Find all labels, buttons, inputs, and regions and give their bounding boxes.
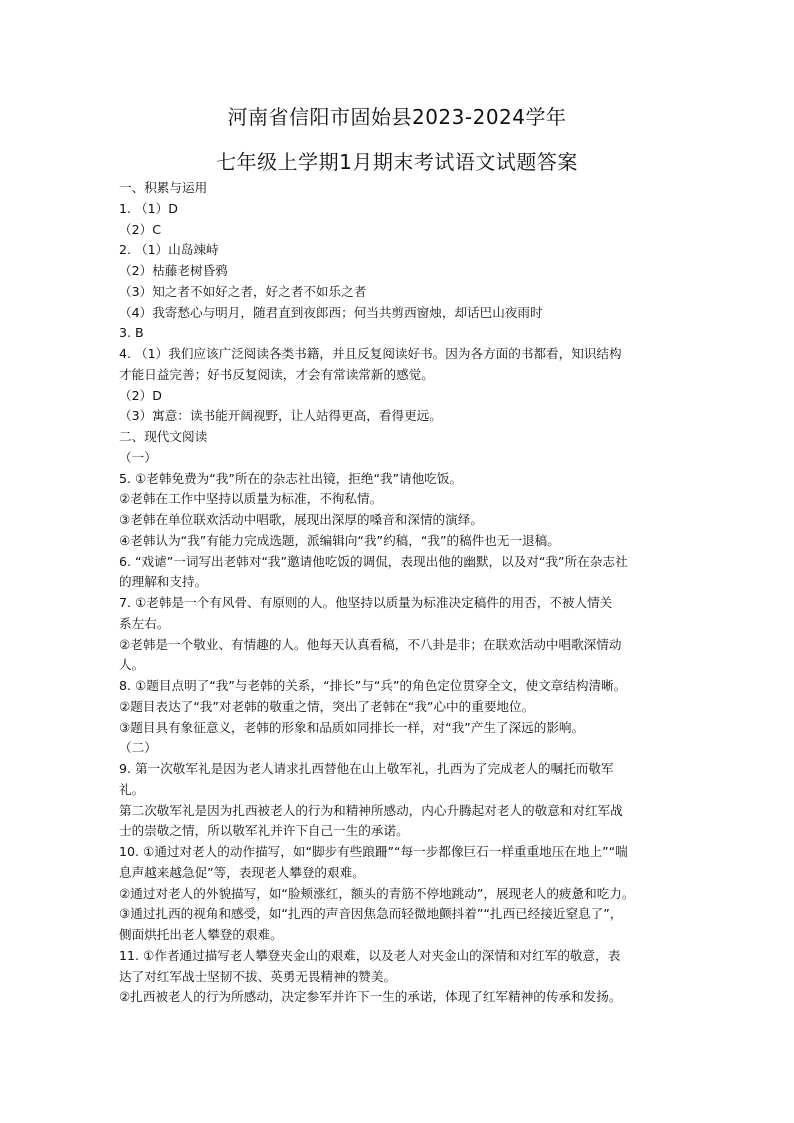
answer-body	[119, 178, 685, 1008]
answer-line: ②通过对老人的外貌描写，如“脸颊涨红，额头的青筋不停地跳动”，展现老人的疲惫和吃力。	[119, 885, 635, 901]
answer-line: （一）	[119, 449, 157, 465]
answer-line: 达了对红军战士坚韧不拔、英勇无畏精神的赞美。	[119, 968, 397, 984]
answer-line: 一、积累与运用	[119, 180, 208, 195]
answer-line: ④老韩认为“我”有能力完成选题，派编辑向“我”约稿，“我”的稿件也无一退稿。	[119, 532, 560, 548]
answer-line: ②扎西被老人的行为所感动，决定参军并许下一生的承诺，体现了红军精神的传承和发扬。	[119, 989, 622, 1005]
answer-line: 2. （1）山岛竦峙	[119, 242, 219, 258]
answer-line: （2）C	[119, 221, 161, 237]
answer-line: 息声越来越急促”等，表现老人攀登的艰难。	[119, 864, 365, 880]
answer-line: ③老韩在单位联欢活动中唱歌，展现出深厚的嗓音和深情的演绎。	[119, 512, 483, 527]
document-title-line-2: 七年级上学期1月期末考试语文试题答案	[216, 150, 578, 174]
answer-line: 二、现代文阅读	[119, 429, 208, 444]
answer-line: 8. ①题目点明了“我”与老韩的关系，“排长”与“兵”的角色定位贯穿全文，使文章结构清晰。	[119, 678, 627, 693]
answer-line: 4. （1）我们应该广泛阅读各类书籍，并且反复阅读好书。因为各方面的书都看，知识结构	[119, 346, 622, 361]
answer-line: 礼。	[119, 781, 145, 797]
answer-line: 11. ①作者通过描写老人攀登夹金山的艰难，以及老人对夹金山的深情和对红军的敬意，表	[119, 947, 621, 963]
document-title-line-1: 河南省信阳市固始县2023-2024学年	[227, 105, 567, 129]
answer-line: ③通过扎西的视角和感受，如“扎西的声音因焦急而轻微地颤抖着”“扎西已经接近窒息了”，	[119, 906, 623, 922]
answer-line: 7. ①老韩是一个有风骨、有原则的人。他坚持以质量为标准决定稿件的用否，不被人情关	[119, 595, 613, 610]
answer-line: （二）	[119, 740, 157, 756]
answer-line: 士的崇敬之情，所以敬军礼并许下自己一生的承诺。	[119, 823, 409, 839]
answer-line: ②题目表达了“我”对老韩的敬重之情，突出了老韩在“我”心中的重要地位。	[119, 698, 535, 714]
answer-line: 10. ①通过对老人的动作描写，如“脚步有些踉跚”“每一步都像巨石一样重重地压在地上”“喘	[119, 844, 628, 859]
answer-line: （3）寓意：读书能开阔视野，让人站得更高，看得更远。	[119, 408, 442, 424]
answer-line: 才能日益完善；好书反复阅读，才会有常读常新的感觉。	[119, 366, 434, 382]
answer-line: ②老韩在工作中坚持以质量为标准，不徇私情。	[119, 491, 383, 507]
answer-line: （2）枯藤老树昏鸦	[119, 263, 228, 278]
answer-line: 的理解和支持。	[119, 574, 208, 590]
answer-line: （3）知之者不如好之者，好之者不如乐之者	[119, 283, 367, 299]
answer-line: ②老韩是一个敬业、有情趣的人。他每天认真看稿，不八卦是非；在联欢活动中唱歌深情动	[119, 636, 622, 652]
answer-line: 3. B	[119, 325, 144, 341]
answer-line: 人。	[119, 657, 145, 673]
answer-line: 9. 第一次敬军礼是因为老人请求扎西替他在山上敬军礼，扎西为了完成老人的嘱托而敬军	[119, 761, 614, 776]
answer-line: 5. ①老韩免费为“我”所在的杂志社出镜，拒绝“我”请他吃饭。	[119, 470, 463, 486]
answer-line: 6. “戏谑”一词写出老韩对“我”邀请他吃饭的调侃，表现出他的幽默，以及对“我”所在杂志社	[119, 553, 628, 569]
answer-line: （4）我寄愁心与明月，随君直到夜郎西；何当共剪西窗烛，却话巴山夜雨时	[119, 304, 543, 320]
answer-line: 系左右。	[119, 615, 170, 631]
answer-line: 1. （1）D	[119, 200, 178, 216]
answer-line: 侧面烘托出老人攀登的艰难。	[119, 927, 283, 942]
answer-line: 第二次敬军礼是因为扎西被老人的行为和精神所感动，内心升腾起对老人的敬意和对红军战	[119, 802, 623, 818]
answer-line: ③题目具有象征意义，老韩的形象和品质如同排长一样，对“我”产生了深远的影响。	[119, 719, 585, 735]
answer-line: （2）D	[119, 387, 162, 403]
